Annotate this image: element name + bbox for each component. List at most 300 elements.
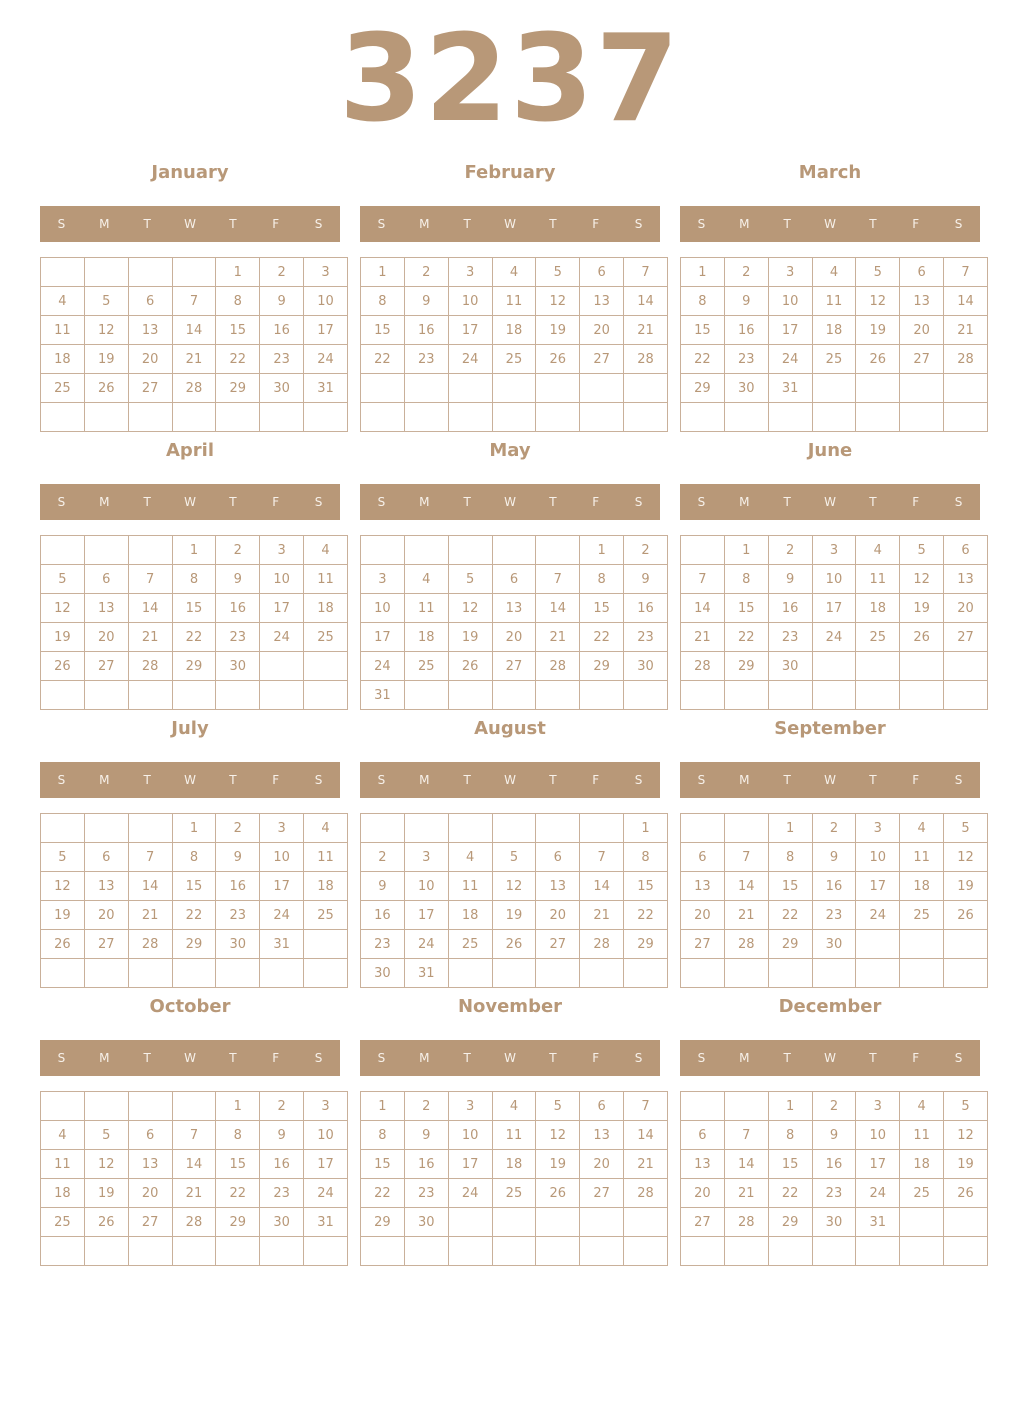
- day-cell: 10: [361, 594, 405, 623]
- day-cell: 16: [768, 594, 812, 623]
- day-cell: 5: [84, 1121, 128, 1150]
- day-cell: 11: [856, 565, 900, 594]
- day-cell: 31: [304, 1208, 348, 1237]
- weekday-label: S: [697, 773, 706, 787]
- day-cell: 28: [624, 345, 668, 374]
- day-cell: 3: [768, 258, 812, 287]
- day-cell: 31: [260, 930, 304, 959]
- empty-day-cell: [580, 1208, 624, 1237]
- empty-day-cell: [580, 814, 624, 843]
- day-cell: 9: [624, 565, 668, 594]
- day-cell: 20: [580, 1150, 624, 1179]
- weekday-label: T: [549, 1051, 557, 1065]
- weekday-label: M: [99, 217, 110, 231]
- empty-day-cell: [812, 652, 856, 681]
- day-cell: 14: [624, 287, 668, 316]
- month-title: September: [774, 718, 886, 739]
- empty-day-cell: [724, 959, 768, 988]
- day-cell: 14: [724, 1150, 768, 1179]
- day-cell: 12: [536, 287, 580, 316]
- week-row: [361, 843, 668, 872]
- day-cell: 7: [172, 287, 216, 316]
- empty-day-cell: [172, 681, 216, 710]
- week-row: [681, 623, 988, 652]
- empty-day-cell: [84, 681, 128, 710]
- weekday-label: T: [783, 1051, 791, 1065]
- day-cell: 22: [216, 345, 260, 374]
- day-cell: 14: [536, 594, 580, 623]
- day-cell: 29: [216, 374, 260, 403]
- week-row: [41, 652, 348, 681]
- weekday-label: F: [912, 1051, 920, 1065]
- day-grid: [680, 257, 988, 432]
- day-cell: 26: [944, 901, 988, 930]
- day-cell: 27: [580, 345, 624, 374]
- day-cell: 11: [492, 287, 536, 316]
- empty-day-cell: [260, 1237, 304, 1266]
- day-cell: 22: [172, 623, 216, 652]
- empty-day-cell: [681, 814, 725, 843]
- day-cell: 29: [361, 1208, 405, 1237]
- day-cell: 29: [624, 930, 668, 959]
- day-cell: 17: [404, 901, 448, 930]
- empty-day-cell: [812, 374, 856, 403]
- weekday-label: T: [229, 217, 237, 231]
- day-cell: 26: [856, 345, 900, 374]
- day-cell: 24: [404, 930, 448, 959]
- day-cell: 15: [681, 316, 725, 345]
- day-cell: 24: [260, 623, 304, 652]
- weekday-label: M: [99, 773, 110, 787]
- week-row: [681, 681, 988, 710]
- day-cell: 22: [624, 901, 668, 930]
- empty-day-cell: [128, 258, 172, 287]
- weekday-label: S: [314, 773, 323, 787]
- day-cell: 3: [304, 1092, 348, 1121]
- day-cell: 31: [404, 959, 448, 988]
- day-cell: 8: [172, 565, 216, 594]
- day-cell: 24: [260, 901, 304, 930]
- day-cell: 27: [84, 652, 128, 681]
- week-row: [361, 959, 668, 988]
- day-cell: 7: [536, 565, 580, 594]
- day-cell: 27: [900, 345, 944, 374]
- day-cell: 12: [944, 843, 988, 872]
- month-title: February: [464, 162, 556, 183]
- empty-day-cell: [128, 1237, 172, 1266]
- day-cell: 20: [900, 316, 944, 345]
- empty-day-cell: [84, 1237, 128, 1266]
- empty-day-cell: [768, 959, 812, 988]
- week-row: [361, 1237, 668, 1266]
- day-cell: 23: [768, 623, 812, 652]
- empty-day-cell: [84, 536, 128, 565]
- day-cell: 16: [260, 1150, 304, 1179]
- week-row: [361, 1208, 668, 1237]
- day-cell: 18: [304, 594, 348, 623]
- empty-day-cell: [580, 959, 624, 988]
- week-row: [41, 681, 348, 710]
- empty-day-cell: [404, 814, 448, 843]
- day-cell: 24: [361, 652, 405, 681]
- day-cell: 26: [536, 1179, 580, 1208]
- empty-day-cell: [492, 1208, 536, 1237]
- day-grid: [360, 257, 668, 432]
- day-cell: 1: [768, 1092, 812, 1121]
- weekday-label: S: [634, 217, 643, 231]
- empty-day-cell: [361, 403, 405, 432]
- day-grid: [40, 1091, 348, 1266]
- day-cell: 6: [681, 843, 725, 872]
- day-cell: 26: [900, 623, 944, 652]
- day-cell: 28: [724, 930, 768, 959]
- day-cell: 9: [724, 287, 768, 316]
- empty-day-cell: [492, 959, 536, 988]
- day-cell: 3: [361, 565, 405, 594]
- day-cell: 12: [41, 594, 85, 623]
- day-cell: 13: [492, 594, 536, 623]
- empty-day-cell: [41, 536, 85, 565]
- weekday-label: W: [184, 217, 196, 231]
- day-cell: 6: [492, 565, 536, 594]
- day-cell: 15: [216, 316, 260, 345]
- day-cell: 5: [944, 1092, 988, 1121]
- week-row: [361, 872, 668, 901]
- weekday-header: [40, 1040, 340, 1076]
- day-cell: 26: [41, 652, 85, 681]
- empty-day-cell: [724, 1237, 768, 1266]
- week-row: [361, 594, 668, 623]
- day-cell: 7: [172, 1121, 216, 1150]
- day-cell: 17: [361, 623, 405, 652]
- day-cell: 27: [536, 930, 580, 959]
- week-row: [41, 258, 348, 287]
- weekday-label: S: [314, 217, 323, 231]
- day-cell: 26: [84, 374, 128, 403]
- day-grid: [360, 1091, 668, 1266]
- day-cell: 25: [448, 930, 492, 959]
- empty-day-cell: [448, 374, 492, 403]
- day-cell: 21: [580, 901, 624, 930]
- weekday-header: [680, 206, 980, 242]
- empty-day-cell: [724, 814, 768, 843]
- week-row: [41, 930, 348, 959]
- day-cell: 29: [172, 652, 216, 681]
- weekday-label: W: [184, 495, 196, 509]
- day-cell: 15: [768, 1150, 812, 1179]
- empty-day-cell: [128, 959, 172, 988]
- day-cell: 25: [41, 1208, 85, 1237]
- empty-day-cell: [404, 374, 448, 403]
- weekday-label: T: [143, 773, 151, 787]
- day-cell: 19: [900, 594, 944, 623]
- weekday-header: [40, 484, 340, 520]
- empty-day-cell: [900, 1237, 944, 1266]
- day-cell: 20: [536, 901, 580, 930]
- day-cell: 29: [768, 930, 812, 959]
- day-cell: 18: [492, 1150, 536, 1179]
- day-cell: 8: [580, 565, 624, 594]
- day-cell: 31: [856, 1208, 900, 1237]
- weekday-label: W: [824, 773, 836, 787]
- day-cell: 6: [580, 258, 624, 287]
- empty-day-cell: [84, 1092, 128, 1121]
- day-cell: 11: [448, 872, 492, 901]
- empty-day-cell: [492, 814, 536, 843]
- weekday-label: T: [783, 495, 791, 509]
- weekday-label: M: [419, 217, 430, 231]
- day-cell: 28: [128, 930, 172, 959]
- empty-day-cell: [812, 959, 856, 988]
- day-cell: 11: [900, 843, 944, 872]
- day-cell: 20: [681, 901, 725, 930]
- month-title: January: [151, 162, 229, 183]
- day-cell: 21: [128, 623, 172, 652]
- week-row: [681, 594, 988, 623]
- empty-day-cell: [536, 536, 580, 565]
- day-cell: 30: [624, 652, 668, 681]
- day-cell: 2: [260, 258, 304, 287]
- weekday-label: S: [634, 773, 643, 787]
- day-cell: 28: [128, 652, 172, 681]
- weekday-label: F: [912, 495, 920, 509]
- weekday-label: W: [824, 217, 836, 231]
- day-cell: 2: [216, 536, 260, 565]
- day-cell: 27: [681, 1208, 725, 1237]
- empty-day-cell: [84, 814, 128, 843]
- day-cell: 1: [172, 814, 216, 843]
- empty-day-cell: [944, 681, 988, 710]
- day-cell: 1: [216, 1092, 260, 1121]
- day-cell: 22: [768, 901, 812, 930]
- weekday-label: W: [824, 495, 836, 509]
- day-cell: 17: [768, 316, 812, 345]
- empty-day-cell: [304, 930, 348, 959]
- weekday-header: [360, 206, 660, 242]
- day-cell: 31: [304, 374, 348, 403]
- day-cell: 16: [216, 594, 260, 623]
- empty-day-cell: [681, 403, 725, 432]
- day-cell: 23: [361, 930, 405, 959]
- day-cell: 3: [856, 814, 900, 843]
- week-row: [681, 316, 988, 345]
- day-cell: 20: [84, 623, 128, 652]
- week-row: [681, 1092, 988, 1121]
- day-cell: 25: [404, 652, 448, 681]
- empty-day-cell: [580, 1237, 624, 1266]
- day-cell: 23: [260, 345, 304, 374]
- empty-day-cell: [944, 374, 988, 403]
- weekday-label: M: [99, 495, 110, 509]
- week-row: [681, 403, 988, 432]
- weekday-label: M: [739, 217, 750, 231]
- day-cell: 11: [304, 565, 348, 594]
- day-cell: 14: [580, 872, 624, 901]
- day-cell: 6: [128, 1121, 172, 1150]
- week-row: [681, 374, 988, 403]
- week-row: [361, 1179, 668, 1208]
- empty-day-cell: [812, 1237, 856, 1266]
- empty-day-cell: [41, 258, 85, 287]
- day-cell: 7: [681, 565, 725, 594]
- weekday-label: T: [463, 495, 471, 509]
- day-cell: 17: [812, 594, 856, 623]
- day-cell: 25: [856, 623, 900, 652]
- weekday-label: F: [272, 773, 280, 787]
- empty-day-cell: [681, 681, 725, 710]
- day-cell: 29: [724, 652, 768, 681]
- day-cell: 28: [624, 1179, 668, 1208]
- empty-day-cell: [856, 681, 900, 710]
- empty-day-cell: [404, 681, 448, 710]
- day-cell: 1: [768, 814, 812, 843]
- day-cell: 4: [812, 258, 856, 287]
- day-cell: 19: [856, 316, 900, 345]
- empty-day-cell: [41, 1092, 85, 1121]
- empty-day-cell: [900, 652, 944, 681]
- empty-day-cell: [536, 1237, 580, 1266]
- day-cell: 21: [624, 1150, 668, 1179]
- week-row: [681, 843, 988, 872]
- day-cell: 13: [580, 287, 624, 316]
- day-cell: 20: [681, 1179, 725, 1208]
- weekday-label: T: [143, 495, 151, 509]
- weekday-label: W: [824, 1051, 836, 1065]
- empty-day-cell: [216, 1237, 260, 1266]
- empty-day-cell: [856, 1237, 900, 1266]
- day-cell: 25: [41, 374, 85, 403]
- day-cell: 19: [41, 623, 85, 652]
- empty-day-cell: [492, 1237, 536, 1266]
- day-cell: 6: [536, 843, 580, 872]
- day-cell: 18: [900, 1150, 944, 1179]
- day-cell: 1: [580, 536, 624, 565]
- empty-day-cell: [84, 258, 128, 287]
- day-cell: 5: [448, 565, 492, 594]
- day-cell: 22: [681, 345, 725, 374]
- week-row: [681, 814, 988, 843]
- day-cell: 11: [41, 316, 85, 345]
- day-cell: 19: [84, 1179, 128, 1208]
- day-cell: 26: [492, 930, 536, 959]
- day-cell: 8: [172, 843, 216, 872]
- day-cell: 21: [944, 316, 988, 345]
- day-cell: 16: [812, 1150, 856, 1179]
- day-cell: 4: [900, 814, 944, 843]
- weekday-label: W: [184, 773, 196, 787]
- day-cell: 18: [304, 872, 348, 901]
- day-cell: 16: [361, 901, 405, 930]
- day-cell: 10: [768, 287, 812, 316]
- day-cell: 16: [624, 594, 668, 623]
- week-row: [681, 536, 988, 565]
- day-cell: 30: [361, 959, 405, 988]
- day-cell: 6: [128, 287, 172, 316]
- day-cell: 17: [448, 316, 492, 345]
- day-cell: 1: [681, 258, 725, 287]
- day-cell: 28: [944, 345, 988, 374]
- month-title: October: [149, 996, 231, 1017]
- empty-day-cell: [492, 374, 536, 403]
- day-cell: 2: [260, 1092, 304, 1121]
- day-cell: 8: [681, 287, 725, 316]
- day-cell: 28: [172, 374, 216, 403]
- day-cell: 4: [304, 814, 348, 843]
- day-cell: 17: [856, 1150, 900, 1179]
- empty-day-cell: [624, 374, 668, 403]
- week-row: [41, 536, 348, 565]
- day-cell: 22: [768, 1179, 812, 1208]
- day-cell: 10: [304, 1121, 348, 1150]
- month-title: March: [798, 162, 862, 183]
- empty-day-cell: [580, 403, 624, 432]
- day-cell: 10: [448, 1121, 492, 1150]
- week-row: [41, 594, 348, 623]
- day-grid: [40, 257, 348, 432]
- weekday-label: S: [377, 1051, 386, 1065]
- empty-day-cell: [536, 681, 580, 710]
- week-row: [681, 652, 988, 681]
- day-cell: 3: [448, 258, 492, 287]
- day-cell: 2: [216, 814, 260, 843]
- day-cell: 12: [856, 287, 900, 316]
- day-cell: 12: [84, 1150, 128, 1179]
- day-cell: 4: [404, 565, 448, 594]
- empty-day-cell: [856, 959, 900, 988]
- day-cell: 2: [361, 843, 405, 872]
- week-row: [41, 1150, 348, 1179]
- weekday-label: T: [869, 773, 877, 787]
- empty-day-cell: [84, 959, 128, 988]
- weekday-label: M: [739, 495, 750, 509]
- weekday-label: M: [739, 1051, 750, 1065]
- day-cell: 1: [361, 258, 405, 287]
- day-cell: 24: [768, 345, 812, 374]
- day-cell: 28: [536, 652, 580, 681]
- weekday-label: S: [57, 217, 66, 231]
- day-cell: 16: [260, 316, 304, 345]
- day-cell: 30: [216, 930, 260, 959]
- day-cell: 12: [536, 1121, 580, 1150]
- empty-day-cell: [492, 536, 536, 565]
- empty-day-cell: [128, 681, 172, 710]
- empty-day-cell: [492, 681, 536, 710]
- day-cell: 5: [536, 258, 580, 287]
- empty-day-cell: [361, 374, 405, 403]
- empty-day-cell: [624, 403, 668, 432]
- day-cell: 21: [724, 901, 768, 930]
- day-cell: 30: [404, 1208, 448, 1237]
- week-row: [361, 316, 668, 345]
- day-cell: 11: [900, 1121, 944, 1150]
- day-grid: [680, 1091, 988, 1266]
- day-cell: 15: [768, 872, 812, 901]
- month-title: July: [171, 718, 209, 739]
- day-cell: 9: [404, 1121, 448, 1150]
- weekday-label: T: [549, 217, 557, 231]
- day-cell: 1: [624, 814, 668, 843]
- day-cell: 15: [724, 594, 768, 623]
- day-cell: 16: [724, 316, 768, 345]
- day-cell: 28: [724, 1208, 768, 1237]
- day-cell: 23: [260, 1179, 304, 1208]
- day-cell: 10: [260, 843, 304, 872]
- day-cell: 10: [404, 872, 448, 901]
- weekday-label: S: [954, 495, 963, 509]
- day-cell: 5: [41, 565, 85, 594]
- weekday-label: W: [504, 1051, 516, 1065]
- day-cell: 9: [361, 872, 405, 901]
